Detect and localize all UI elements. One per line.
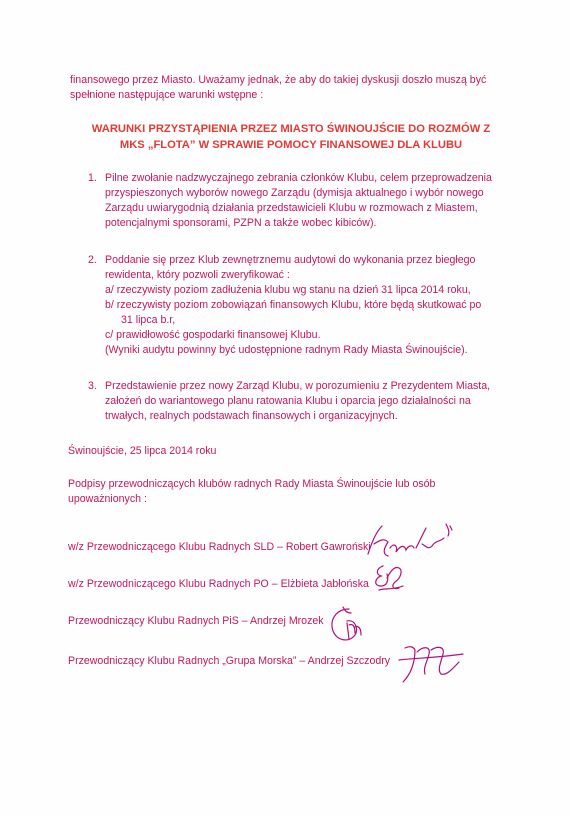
item-line: a/ rzeczywisty poziom zadłużenia klubu wg stanu na dzień 31 lipca 2014 roku, [105, 284, 471, 296]
item-line: rewidenta, który pozwoli zweryfikować : [105, 269, 290, 281]
heading-line: WARUNKI PRZYSTĄPIENIA PRZEZ MIASTO ŚWINOUJŚCIE DO ROZMÓW Z [91, 123, 491, 135]
intro-line: finansowego przez Miasto. Uważamy jednak, że aby do takiej dyskusji doszło muszą być [70, 74, 487, 86]
signers-intro-line: upoważnionych : [68, 493, 147, 505]
item-line: (Wyniki audytu powinny być udostępnione radnym Rady Miasta Świnoujście). [105, 344, 468, 356]
signers-intro-line: Podpisy przewodniczących klubów radnych Rady Miasta Świnoujście lub osób [68, 478, 436, 490]
signature-gawronski [362, 518, 462, 562]
signature-jablonska [369, 560, 409, 594]
item-line: przyspieszonych wyborów nowego Zarządu (dymisja aktualnego i wybór nowego [105, 187, 484, 199]
signature-mrozek [325, 603, 371, 649]
intro-line: spełnione następujące warunki wstępne : [70, 89, 264, 101]
section-heading [76, 121, 506, 153]
signatory-po: w/z Przewodniczącego Klubu Radnych PO – Elżbieta Jabłońska [68, 578, 369, 590]
item-number: 1. [88, 172, 97, 184]
item-line: b/ rzeczywisty poziom zobowiązań finansowych Klubu, które będą skutkować po [105, 299, 482, 311]
item-number: 2. [88, 254, 97, 266]
item-line: potencjalnymi sponsorami, PZPN a także wobec kibiców). [105, 217, 377, 229]
item-line: 31 lipca b.r, [121, 314, 176, 326]
item-line: Poddanie się przez Klub zewnętrznemu audytowi do wykonania przez biegłego [105, 254, 476, 266]
condition-item-3 [88, 379, 518, 424]
signatory-sld: w/z Przewodniczącego Klubu Radnych SLD – Robert Gawroński [68, 541, 371, 553]
signatory-pis: Przewodniczący Klubu Radnych PiS – Andrzej Mrozek [68, 615, 324, 627]
item-line: trwałych, realnych podstawach finansowych i organizacyjnych. [105, 410, 398, 422]
signature-szczodry [395, 638, 469, 690]
condition-item-2 [88, 253, 518, 358]
item-number: 3. [88, 380, 97, 392]
item-line: Przedstawienie przez nowy Zarząd Klubu, w porozumieniu z Prezydentem Miasta, [105, 380, 491, 392]
document-date: Świnoujście, 25 lipca 2014 roku [68, 445, 217, 457]
signers-intro [68, 477, 520, 507]
item-line: założeń do wariantowego planu ratowania Klubu i oparcia jego działalności na [105, 395, 471, 407]
item-line: Pilne zwołanie nadzwyczajnego zebrania członków Klubu, celem przeprowadzenia [105, 172, 492, 184]
intro-paragraph [70, 73, 520, 103]
condition-item-1 [88, 171, 518, 231]
item-line: Zarządu uwiarygodnią działania przedstawicieli Klubu w rozmowach z Miastem, [105, 202, 478, 214]
signatory-grupa-morska: Przewodniczący Klubu Radnych „Grupa Morska” – Andrzej Szczodry [68, 655, 391, 667]
item-line: c/ prawidłowość gospodarki finansowej Klubu. [105, 329, 321, 341]
heading-line: MKS „FLOTA” W SPRAWIE POMOCY FINANSOWEJ DLA KLUBU [119, 139, 463, 151]
